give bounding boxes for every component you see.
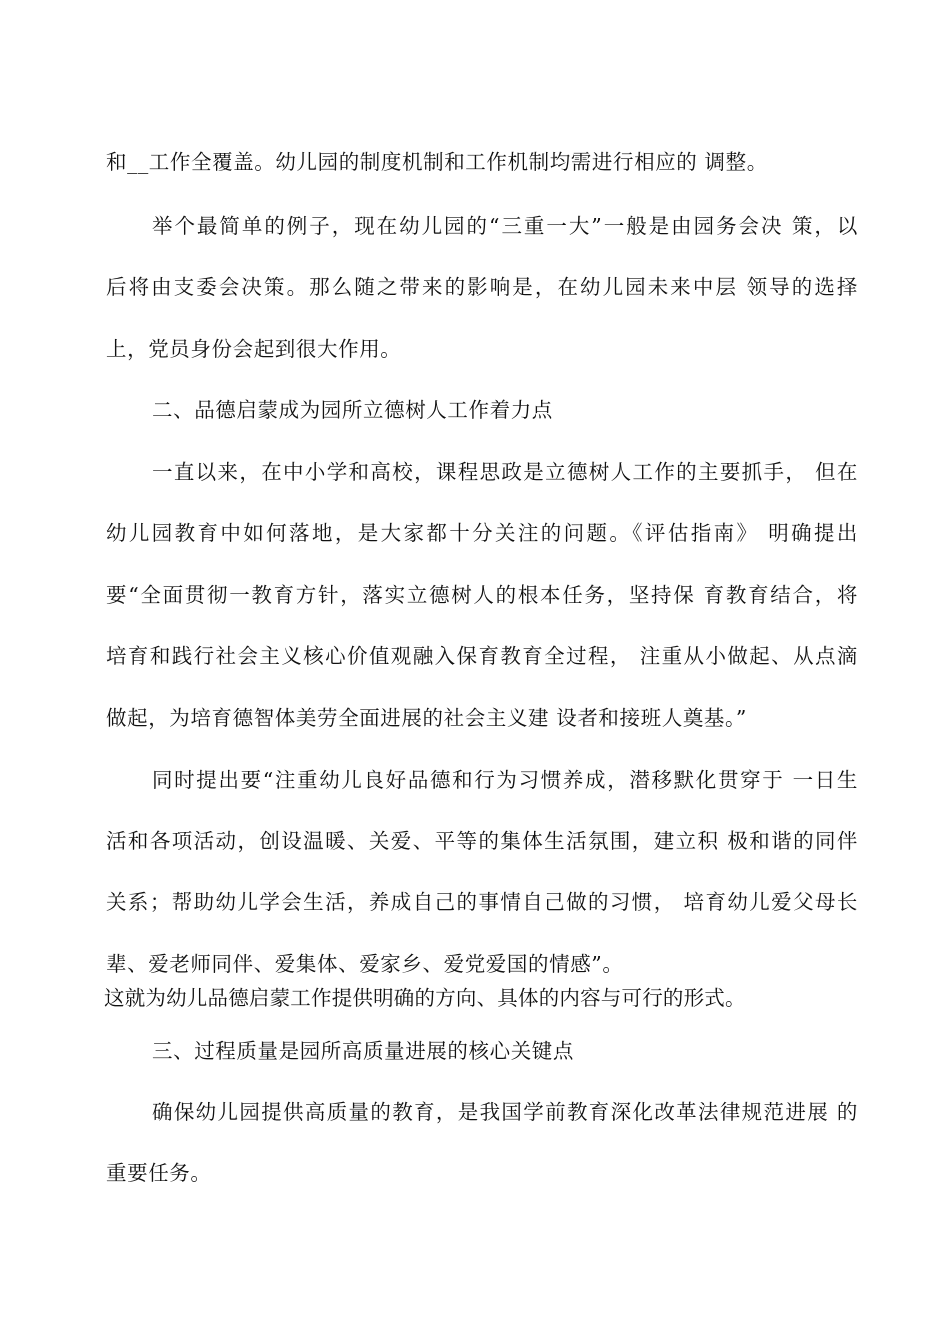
paragraph-line: 同时提出要“注重幼儿良好品德和行为习惯养成，潜移默化贯穿于 一日生 <box>152 768 858 792</box>
paragraph-line: 培育和践行社会主义核心价值观融入保育教育全过程， 注重从小做起、从点滴 <box>106 644 858 668</box>
section-heading: 三、过程质量是园所高质量进展的核心关键点 <box>152 1039 574 1063</box>
paragraph-line: 和__工作全覆盖。幼儿园的制度机制和工作机制均需进行相应的 调整。 <box>106 150 768 174</box>
paragraph-line: 做起，为培育德智体美劳全面进展的社会主义建 设者和接班人奠基。” <box>106 706 747 730</box>
paragraph-line: 关系；帮助幼儿学会生活，养成自己的事情自己做的习惯， 培育幼儿爱父母长 <box>106 890 858 914</box>
paragraph-line: 要“全面贯彻一教育方针，落实立德树人的根本任务，坚持保 育教育结合，将 <box>106 583 858 607</box>
paragraph-line: 举个最简单的例子，现在幼儿园的“三重一大”一般是由园务会决 策，以 <box>152 214 858 238</box>
paragraph-line: 活和各项活动，创设温暖、关爱、平等的集体生活氛围，建立积 极和谐的同伴 <box>106 829 858 853</box>
paragraph-line: 这就为幼儿品德启蒙工作提供明确的方向、具体的内容与可行的形式。 <box>104 986 746 1010</box>
section-heading: 二、品德启蒙成为园所立德树人工作着力点 <box>152 398 553 422</box>
paragraph-line: 一直以来，在中小学和高校，课程思政是立德树人工作的主要抓手， 但在 <box>152 460 858 484</box>
paragraph-line: 辈、爱老师同伴、爱集体、爱家乡、爱党爱国的情感”。 <box>106 952 624 976</box>
paragraph-line: 后将由支委会决策。那么随之带来的影响是，在幼儿园未来中层 领导的选择 <box>106 275 858 299</box>
paragraph-line: 上，党员身份会起到很大作用。 <box>106 337 402 361</box>
paragraph-line: 重要任务。 <box>106 1161 212 1185</box>
paragraph-line: 幼儿园教育中如何落地，是大家都十分关注的问题。《评估指南》 明确提出 <box>106 521 858 545</box>
paragraph-line: 确保幼儿园提供高质量的教育，是我国学前教育深化改革法律规范进展 的 <box>152 1100 858 1124</box>
